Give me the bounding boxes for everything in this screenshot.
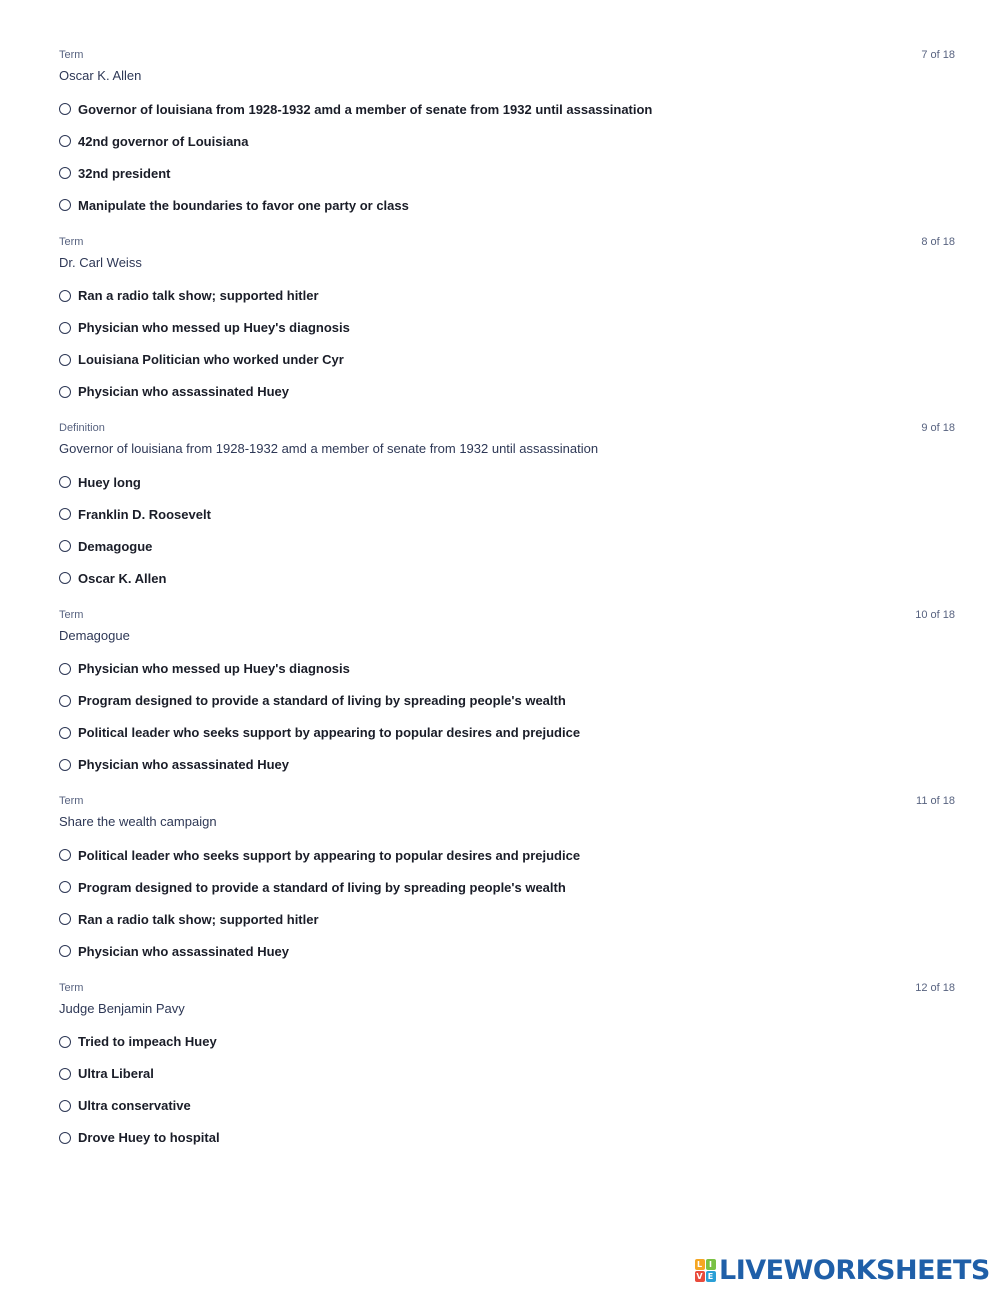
answer-option[interactable] <box>59 685 955 717</box>
question-kind-label: Definition <box>59 422 105 434</box>
question-card <box>59 419 955 606</box>
question-counter: 8 of 18 <box>921 235 955 248</box>
answer-option[interactable] <box>59 157 955 189</box>
question-counter: 11 of 18 <box>916 795 955 807</box>
answer-option[interactable] <box>59 903 955 935</box>
answer-option[interactable] <box>59 280 955 312</box>
radio-circle-icon[interactable] <box>59 727 71 739</box>
answer-option-label[interactable]: Political leader who seeks support by appearing to popular desires and prejudice <box>78 725 581 740</box>
radio-circle-icon[interactable] <box>59 913 71 925</box>
logo-mark-letter: L <box>695 1259 705 1270</box>
answer-option[interactable] <box>59 749 955 781</box>
logo-mark-letter: E <box>706 1271 716 1282</box>
answer-option-label[interactable]: Oscar K. Allen <box>78 570 167 586</box>
answer-option[interactable] <box>59 93 955 125</box>
question-counter: 9 of 18 <box>921 422 955 434</box>
answer-option-label[interactable]: Program designed to provide a standard of living by spreading people's wealth <box>78 879 566 895</box>
question-counter: 7 of 18 <box>921 49 955 61</box>
answer-option-label[interactable]: Louisiana Politician who worked under Cyr <box>78 352 344 367</box>
question-card <box>59 606 955 793</box>
logo-mark-letter: I <box>706 1259 716 1270</box>
answer-option[interactable] <box>59 189 955 221</box>
radio-circle-icon[interactable] <box>59 322 71 334</box>
answer-option[interactable] <box>59 344 955 376</box>
answer-option[interactable] <box>59 1026 955 1058</box>
answer-option[interactable] <box>59 312 955 344</box>
liveworksheets-logo <box>694 1256 990 1284</box>
radio-circle-icon[interactable] <box>59 695 71 707</box>
answer-option-label[interactable]: 42nd governor of Louisiana <box>78 133 249 149</box>
radio-circle-icon[interactable] <box>59 508 71 520</box>
radio-circle-icon[interactable] <box>59 540 71 552</box>
radio-circle-icon[interactable] <box>59 103 71 115</box>
radio-circle-icon[interactable] <box>59 759 71 771</box>
question-counter: 12 of 18 <box>915 981 955 994</box>
radio-circle-icon[interactable] <box>59 572 71 584</box>
question-prompt: Judge Benjamin Pavy <box>59 1000 185 1016</box>
question-prompt: Governor of louisiana from 1928-1932 amd a member of senate from 1932 until assassination <box>59 441 599 456</box>
question-header <box>59 792 955 810</box>
question-list <box>59 46 955 1165</box>
question-prompt: Share the wealth campaign <box>59 814 217 829</box>
question-header <box>59 46 955 64</box>
answer-options <box>59 1026 955 1154</box>
answer-option[interactable] <box>59 125 955 157</box>
question-counter: 10 of 18 <box>915 608 955 621</box>
answer-option[interactable] <box>59 1090 955 1122</box>
answer-option-label[interactable]: Manipulate the boundaries to favor one party or class <box>78 197 409 213</box>
question-card <box>59 233 955 420</box>
answer-option[interactable] <box>59 1122 955 1154</box>
answer-option-label[interactable]: Political leader who seeks support by appearing to popular desires and prejudice <box>78 847 581 863</box>
logo-mark-letter: V <box>696 1271 703 1281</box>
question-prompt: Oscar K. Allen <box>59 68 142 83</box>
answer-options <box>59 466 955 594</box>
answer-option-label[interactable]: Tried to impeach Huey <box>78 1034 217 1049</box>
answer-option-label[interactable]: 32nd president <box>78 165 171 181</box>
question-prompt: Dr. Carl Weiss <box>59 254 142 270</box>
answer-options <box>59 839 955 967</box>
question-header <box>59 233 955 251</box>
answer-option-label[interactable]: Ran a radio talk show; supported hitler <box>78 911 319 927</box>
answer-option-label[interactable]: Program designed to provide a standard of living by spreading people's wealth <box>78 693 566 708</box>
answer-options <box>59 653 955 781</box>
question-header <box>59 606 955 624</box>
answer-option[interactable] <box>59 466 955 498</box>
radio-circle-icon[interactable] <box>59 354 71 366</box>
answer-options <box>59 93 955 221</box>
answer-option-label[interactable]: Physician who assassinated Huey <box>78 757 289 772</box>
answer-option[interactable] <box>59 871 955 903</box>
question-kind-label: Term <box>59 235 84 248</box>
radio-circle-icon[interactable] <box>59 849 71 861</box>
answer-option-label[interactable]: Ultra Liberal <box>78 1066 154 1081</box>
answer-option-label[interactable]: Drove Huey to hospital <box>78 1130 220 1145</box>
radio-circle-icon[interactable] <box>59 167 71 179</box>
radio-circle-icon[interactable] <box>59 199 71 211</box>
radio-circle-icon[interactable] <box>59 663 71 675</box>
question-kind-label: Term <box>59 608 84 621</box>
answer-option[interactable] <box>59 1058 955 1090</box>
question-card <box>59 792 955 979</box>
radio-circle-icon[interactable] <box>59 290 71 302</box>
answer-option[interactable] <box>59 562 955 594</box>
answer-option-label[interactable]: Physician who messed up Huey's diagnosis <box>78 320 350 335</box>
question-card <box>59 46 955 233</box>
answer-option-label[interactable]: Huey long <box>78 474 141 490</box>
radio-circle-icon[interactable] <box>59 1068 71 1080</box>
question-prompt: Demagogue <box>59 627 130 643</box>
radio-circle-icon[interactable] <box>59 386 71 398</box>
answer-option-label[interactable]: Ultra conservative <box>78 1098 191 1113</box>
logo-wordmark: LIVEWORKSHEETS <box>719 1254 990 1286</box>
question-kind-label: Term <box>59 795 84 807</box>
answer-options <box>59 280 955 408</box>
answer-option[interactable] <box>59 376 955 408</box>
radio-circle-icon[interactable] <box>59 1132 71 1144</box>
answer-option[interactable] <box>59 717 955 749</box>
radio-circle-icon[interactable] <box>59 945 71 957</box>
answer-option[interactable] <box>59 839 955 871</box>
liveworksheets-logo-icon <box>694 1258 716 1282</box>
question-header <box>59 979 955 997</box>
radio-circle-icon[interactable] <box>59 881 71 893</box>
question-card <box>59 979 955 1166</box>
answer-option[interactable] <box>59 530 955 562</box>
question-header <box>59 419 955 437</box>
answer-option-label[interactable]: Physician who assassinated Huey <box>78 943 289 959</box>
answer-option-label[interactable]: Physician who messed up Huey's diagnosis <box>78 661 350 676</box>
answer-option[interactable] <box>59 653 955 685</box>
answer-option-label[interactable]: Franklin D. Roosevelt <box>78 506 211 522</box>
answer-option-label[interactable]: Ran a radio talk show; supported hitler <box>78 288 319 303</box>
radio-circle-icon[interactable] <box>59 476 71 488</box>
answer-option[interactable] <box>59 498 955 530</box>
question-kind-label: Term <box>59 981 84 994</box>
answer-option[interactable] <box>59 935 955 967</box>
radio-circle-icon[interactable] <box>59 1100 71 1112</box>
question-kind-label: Term <box>59 49 84 61</box>
radio-circle-icon[interactable] <box>59 1036 71 1048</box>
answer-option-label[interactable]: Governor of louisiana from 1928-1932 amd a member of senate from 1932 until assassination <box>78 101 653 117</box>
answer-option-label[interactable]: Demagogue <box>78 538 153 554</box>
answer-option-label[interactable]: Physician who assassinated Huey <box>78 384 289 399</box>
radio-circle-icon[interactable] <box>59 135 71 147</box>
